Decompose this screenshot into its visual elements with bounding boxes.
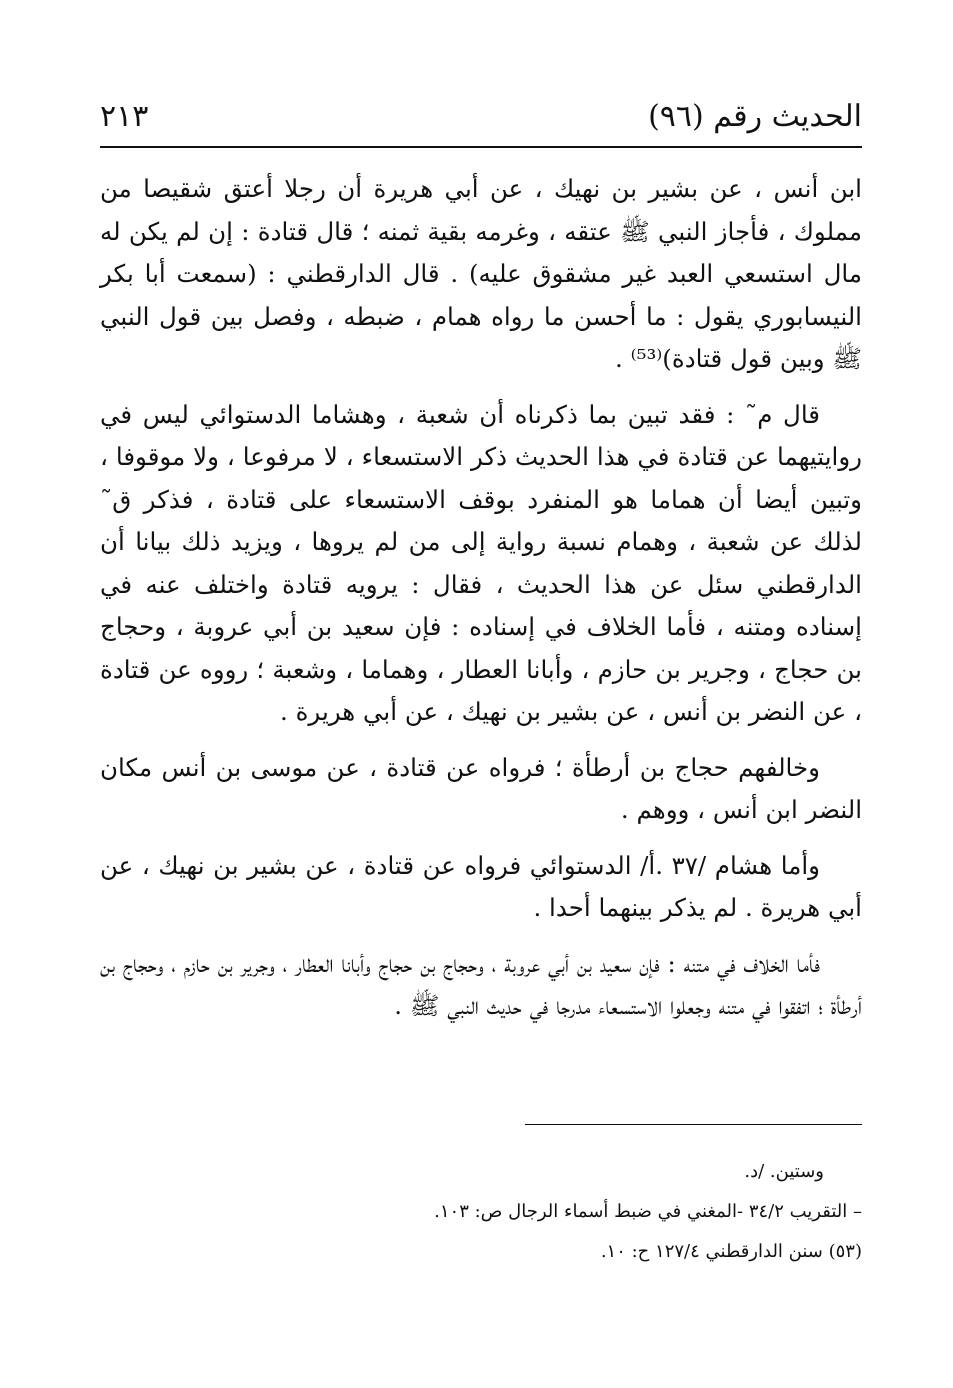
footnote-53: (٥٣) سنن الدارقطني ١٢٧/٤ ح: ١٠. bbox=[600, 1241, 862, 1262]
footnote-rule bbox=[525, 1124, 862, 1125]
paragraph-2: قال م˜ : فقد تبين بما ذكرناه أن شعبة ، وهشاما الدستوائي ليس في روايتيهما عن قتادة في هذا الحديث ذكر الاستسعاء ، لا مرفوعا ، ولا موقوفا ، وتبين أيضا أن هماما هو المنفرد بوقف الاستسعاء على قتادة ، فذكر ق˜ لذلك عن شعبة ، وهمام نسبة رواية إلى من لم يروها ، ويزيد ذلك بيانا أن الدارقطني سئل عن هذا الحديث ، فقال : يرويه قتادة واختلف عنه في إسناده ومتنه ، فأما الخلاف في إسناده : فإن سعيد بن أبي عروبة ، وحجاج بن حجاج ، وجرير بن حازم ، وأبانا العطار ، وهماما ، وشعبة ؛ رووه عن قتادة ، عن النضر بن أنس ، عن بشير بن نهيك ، عن أبي هريرة . bbox=[100, 399, 862, 726]
paragraph-1: ابن أنس ، عن بشير بن نهيك ، عن أبي هريرة أن رجلا أعتق شقيصا من مملوك ، فأجاز النبي ﷺ عتقه ، وغرمه بقية ثمنه ؛ قال قتادة : إن لم يكن له مال استسعي العبد غير مشقوق عليه) . قال الدارقطني : (سمعت أبا بكر النيسابوري يقول : ما أحسن ما رواه همام ، ضبطه ، وفصل بين قول النبي ﷺ وبين قول قتادة)⁽⁵³⁾ . bbox=[100, 174, 862, 373]
paragraph-4: وأما هشام /٣٧ .أ/ الدستوائي فرواه عن قتادة ، عن بشير بن نهيك ، عن أبي هريرة . لم يذكر بينهما أحدا . bbox=[100, 850, 862, 922]
header-rule bbox=[100, 146, 862, 148]
page-number: ٢١٣ bbox=[100, 98, 149, 134]
paragraph-3: وخالفهم حجاج بن أرطأة ؛ فرواه عن قتادة ، عن موسى بن أنس مكان النضر ابن أنس ، ووهم . bbox=[100, 752, 862, 824]
footnote-continuation: وستين. /د. bbox=[744, 1161, 824, 1182]
chapter-title: الحديث رقم (٩٦) bbox=[648, 98, 862, 134]
page-header bbox=[100, 92, 862, 140]
paragraph-5: فأما الخلاف في متنه : فإن سعيد بن أبي عروبة ، وحجاج بن حجاج وأبانا العطار ، وجرير بن حازم ، وحجاج بن أرطأة ؛ اتفقوا في متنه وجعلوا الاستسعاء مدرجا في حديث النبي ﷺ . bbox=[100, 948, 862, 1020]
body-text bbox=[100, 168, 862, 1041]
footnote-item: – التقريب ٣٤/٢ -المغني في ضبط أسماء الرجال ص: ١٠٣. bbox=[434, 1201, 862, 1222]
footnotes bbox=[200, 1152, 862, 1272]
